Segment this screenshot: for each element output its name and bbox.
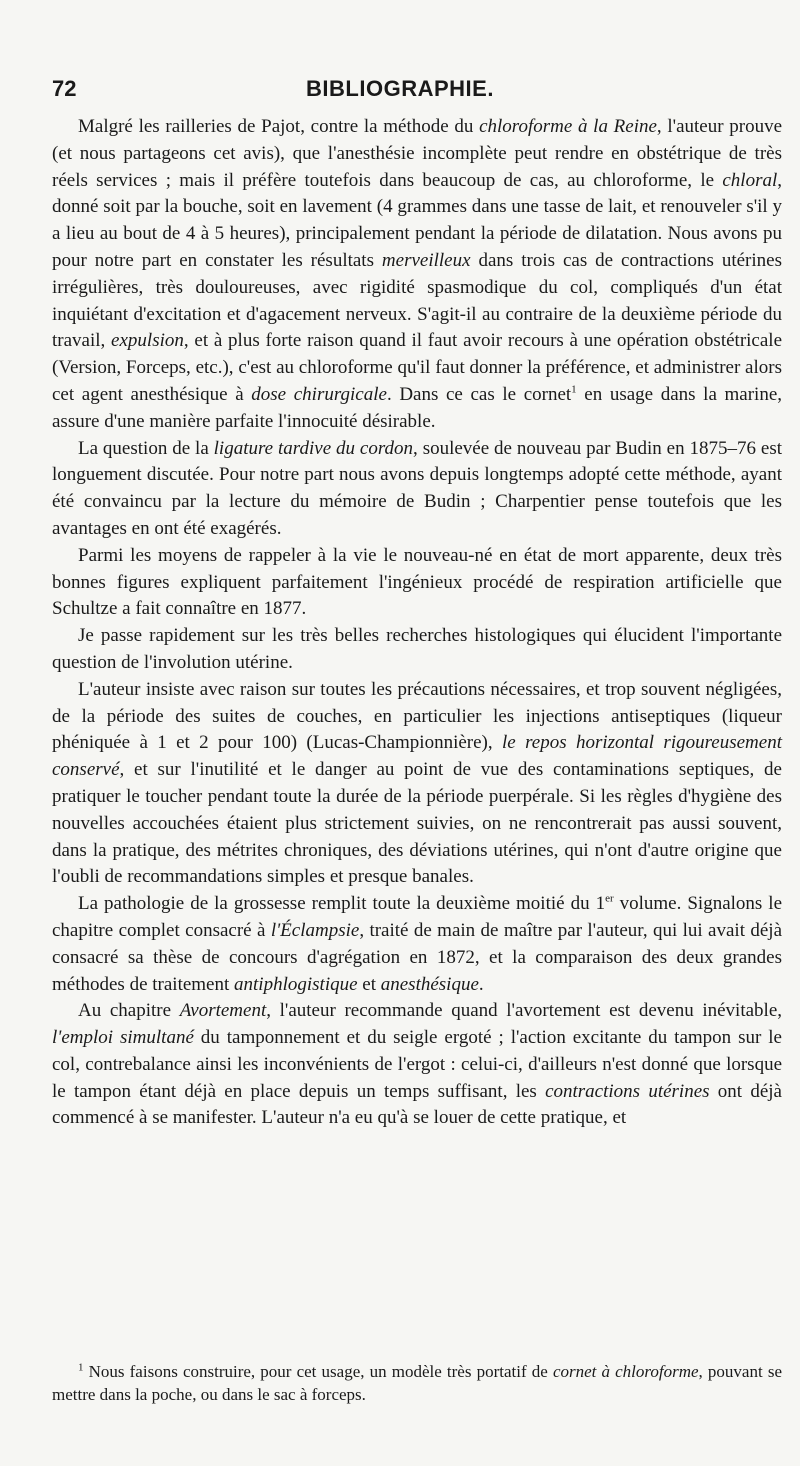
paragraph: L'auteur insiste avec raison sur toutes les précautions nécessaires, et trop souvent négligées, de la période des suites de couches, en particulier les injections antiseptiques (liqueur phéniquée à 1 et 2 pour 100) (Lucas-Championnière), le repos horizontal rigoureusement conservé, et sur l'inutilité et le danger au point de vue des contaminations septiques, de pratiquer le toucher pendant toute la durée de la période puerpérale. Si les règles d'hygiène des nouvelles accouchées étaient plus strictement suivies, on ne rencontrerait pas aussi souvent, dans la pratique, des métrites chroniques, des déviations utérines, qui n'ont d'autre origine que l'oubli de recommandations simples et presque banales. bbox=[52, 678, 782, 888]
body-text bbox=[52, 114, 782, 1132]
paragraph: Malgré les railleries de Pajot, contre la méthode du chloroforme à la Reine, l'auteur prouve (et nous partageons cet avis), que l'anesthésie incomplète peut rendre en obstétrique de très réels services ; mais il préfère toutefois dans beaucoup de cas, au chloroforme, le chloral, donné soit par la bouche, soit en lavement (4 grammes dans une tasse de lait, et renouveler s'il y a lieu au bout de 4 à 5 heures), principalement pendant la période de dilatation. Nous avons pu pour notre part en constater les résultats merveilleux dans trois cas de contractions utérines irrégulières, très douloureuses, avec rigidité spasmodique du col, compliqués d'un état inquiétant d'excitation et d'agacement nerveux. S'agit-il au contraire de la deuxième période du travail, expulsion, et à plus forte raison quand il faut avoir recours à une opération obstétricale (Version, Forceps, etc.), c'est au chloroforme qu'il faut donner la préférence, et administrer alors cet agent anesthésique à dose chirurgicale. Dans ce cas le cornet$^1$ en usage dans la marine, assure d'une manière parfaite l'innocuité désirable. bbox=[52, 116, 783, 432]
paragraph: Parmi les moyens de rappeler à la vie le nouveau-né en état de mort apparente, deux très bonnes figures expliquent parfaitement l'ingénieux procédé de respiration artificielle que Schultze a fait connaître en 1877. bbox=[52, 544, 782, 620]
paragraph: Au chapitre Avortement, l'auteur recommande quand l'avortement est devenu inévitable, l'emploi simultané du tamponnement et du seigle ergoté ; l'action excitante du tampon sur le col, contrebalance ainsi les inconvénients de l'ergot : celui-ci, d'ailleurs n'est donné que lorsque le tampon étant déjà en place depuis un temps suffisant, les contractions utérines ont déjà commencé à se manifester. L'auteur n'a eu qu'à se louer de cette pratique, et bbox=[52, 1000, 783, 1129]
paragraph: La pathologie de la grossesse remplit toute la deuxième moitié du 1er volume. Signalons le chapitre complet consacré à l'Éclampsie, traité de main de maître par l'auteur, qui lui avait déjà consacré sa thèse de concours d'agrégation en 1872, et la comparaison des deux grandes méthodes de traitement antiphlogistique et anesthésique. bbox=[52, 892, 783, 995]
footnote: $^1$ Nous faisons construire, pour cet usage, un modèle très portatif de cornet à chloroforme, pouvant se mettre dans la poche, ou dans le sac à forceps. bbox=[52, 1361, 782, 1404]
page-header bbox=[52, 76, 748, 110]
running-title: BIBLIOGRAPHIE. bbox=[306, 76, 494, 101]
paragraph: Je passe rapidement sur les très belles recherches histologiques qui élucident l'importante question de l'involution utérine. bbox=[52, 625, 782, 673]
footnote-number: 1 bbox=[78, 1361, 84, 1374]
paragraph: La question de la ligature tardive du cordon, soulevée de nouveau par Budin en 1875–76 est longuement discutée. Pour notre part nous avons depuis longtemps adopté cette méthode, ayant été convaincu par la lecture du mémoire de Budin ; Charpentier pense toutefois que les avantages en ont été exagérés. bbox=[52, 437, 782, 539]
page-number: 72 bbox=[52, 76, 77, 101]
footnote-marker: 1 bbox=[571, 383, 577, 396]
